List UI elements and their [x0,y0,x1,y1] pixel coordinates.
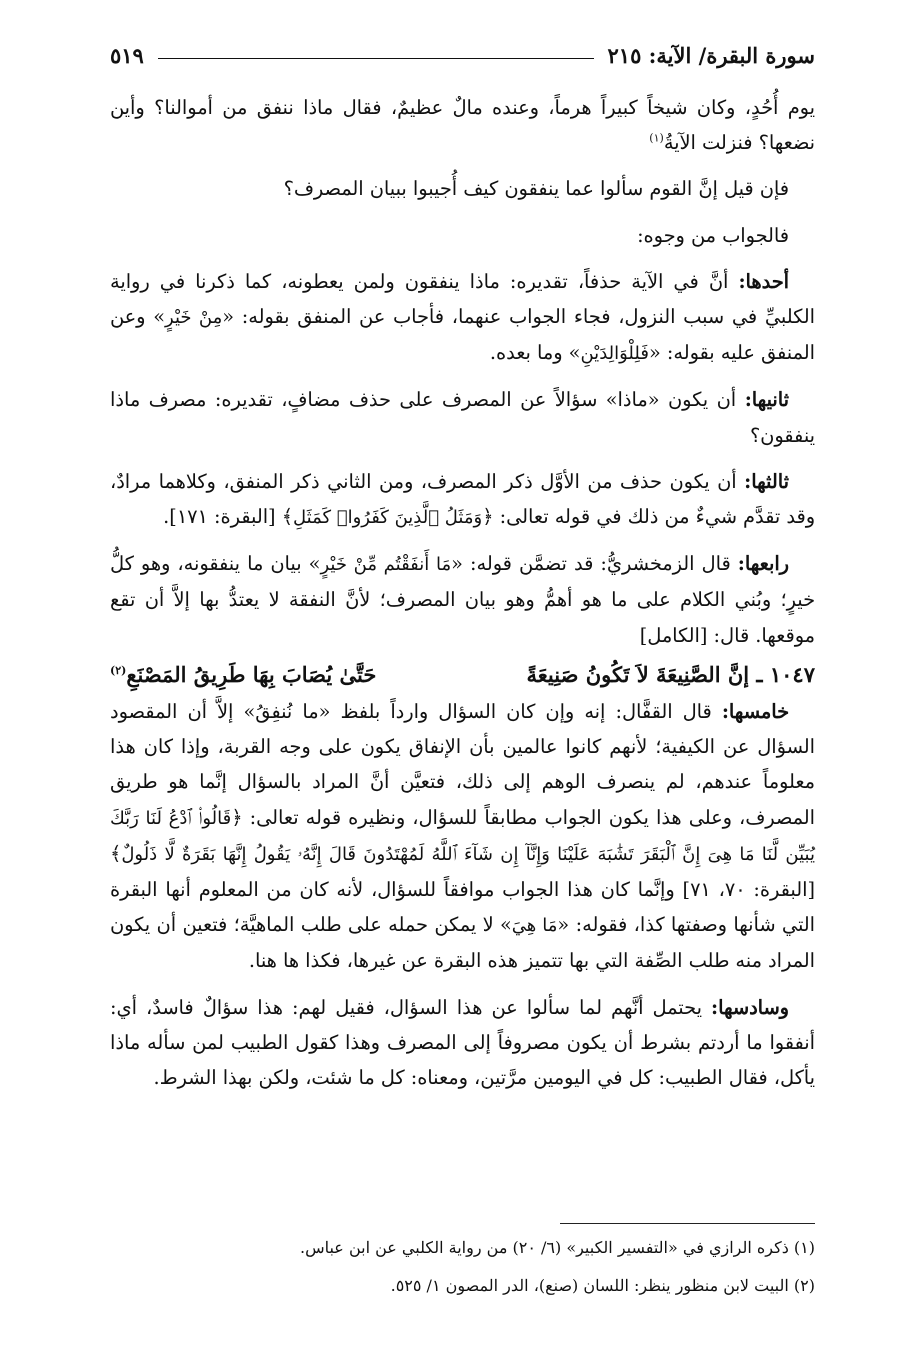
paragraph-text: أن يكون «ماذا» سؤالاً عن المصرف على حذف مضافٍ، تقديره: مصرف ماذا ينفقون؟ [110,388,815,447]
first-lead: أحدها: [738,269,789,293]
quran-quote: مِنْ خَيْرٍ [165,307,223,329]
poetry-verse [110,657,815,692]
second-lead: ثانيها: [744,388,789,412]
verse-number: ١٠٤٧ ـ [756,661,815,687]
page [110,36,815,1095]
verse-second-hemistich [110,657,376,692]
paragraph-text: يحتمل أنَّهم لما سألوا عن هذا السؤال، فقيل لهم: هذا سؤالٌ فاسدٌ، أي: أنفقوا ما أردتم بشرط أن يكون مصروفاً إلى المصرف وهذا كقول الطبيب لمن سأله ماذا يأكل، فقال الطبيب: كل في اليومين مرَّتين، ومعناه: كل ما شئت، ولكن بهذا الشرط. [110,995,815,1090]
footnote-ref-1: (١) [649,131,664,145]
paragraph-sixth [110,990,815,1096]
paragraph-answer-intro: فالجواب من وجوه: [637,223,789,247]
paragraph-text: أن يكون حذف من الأوَّل ذكر المصرف، ومن الثاني ذكر المنفق، وكلاهما مرادٌ، وقد تقدَّم شيءٌ من ذلك في قوله تعالى: ﴿ [110,469,815,529]
paragraph-fifth [110,694,815,979]
quran-quote: فَلِلْوَالِدَيْنِ [580,343,649,365]
header-rule [158,58,594,59]
paragraph-text: قال الزمخشريُّ: قد تضمَّن قوله: « [451,552,738,576]
fourth-lead: رابعها: [737,552,789,576]
paragraph-text: يوم أُحُدٍ، وكان شيخاً كبيراً هرماً، وعنده مالٌ عظيمٌ، فقال ماذا ننفق من أموالنا؟ وأين نضعها؟ فنزلت الآيةُ [110,96,815,155]
main-text [110,90,815,1095]
paragraph-second [110,382,815,452]
sixth-lead: وسادسها: [711,995,789,1019]
paragraph-1 [110,90,815,160]
hemistich-text: حَتَّىٰ يُصَابَ بِهَا طَرِيقُ المَصْنَعِ [126,661,377,687]
paragraph-text: ﴾ [البقرة: ١٧١]. [163,505,294,529]
footnote-2: (٢) البيت لابن منظور ينظر: اللسان (صنع)، الدر المصون ١/ ٥٢٥. [390,1276,815,1295]
quoted-phrase: ما نُنفِقُ [255,700,319,724]
quran-quote: قَالُوا۟ ٱدْعُ لَنَا رَبَّكَ يُبَيِّن لَّنَا مَا هِىَ إِنَّ ٱلْبَقَرَ تَشَٰبَهَ عَلَيْنَا وَإِنَّآ إِن شَآءَ ٱللَّهُ لَمُهْتَدُونَ قَالَ إِنَّهُۥ يَقُولُ إِنَّهَا بَقَرَةٌ لَّا ذَلُولٌ [110,807,815,865]
paragraph-text: ﴾ [البقرة: ٧٠، ٧١] وإنَّما كان هذا الجواب موافقاً للسؤال، لأنه كان من المعلوم أنها البقرة التي شأنها وصفتها كذا، فقوله: « [110,841,816,937]
page-number: ٥١٩ [110,43,144,68]
footnote-separator [560,1223,815,1224]
footnotes [110,1236,815,1312]
verse-first-hemistich [527,657,816,692]
quran-quote: وَمَثَلُ ٱلَّذِينَ كَفَرُوا۟ كَمَثَلِ [293,507,483,529]
paragraph-third [110,464,815,535]
footnote-ref-2: (٢) [110,663,127,677]
paragraph-question: فإن قيل إنَّ القوم سألوا عما ينفقون كيف أُجيبوا ببيان المصرف؟ [283,177,789,201]
running-header [110,36,815,68]
paragraph-fourth [110,546,815,653]
quran-quote: مَا أَنفَقْتُم مِّنْ خَيْرٍ [320,554,452,576]
paragraph-text: » وعن المنفق عليه بقوله: « [110,305,815,365]
hemistich-text: إنَّ الصَّنِيعَةَ لاَ تَكُونُ صَنِيعَةً [526,661,750,687]
quran-quote: مَا هِيَ [511,915,558,937]
paragraph-text: » بيان ما ينفقونه، وهو كلُّ خيرٍ؛ وبُني الكلام على ما هو أهمُّ وهو بيان المصرف؛ لأنَّ النفقة لا يعتدُّ بها إلاَّ أن تقع موقعها. قال: [الكامل] [110,552,815,647]
paragraph-text: » إلاَّ أن المقصود السؤال عن الكيفية؛ لأنهم كانوا عالمين بأن الإنفاق يكون على وجه القربة، وإذا كان هذا معلوماً عندهم، لم ينصرف الوهم إلى ذلك، فتعيَّن أنَّ المراد بالسؤال إنَّما هو طريق المصرف، وعلى هذا يكون الجواب مطابقاً للسؤال، ونظيره قوله تعالى: ﴿ [110,700,816,829]
third-lead: ثالثها: [744,469,789,493]
header-title: سورة البقرة/ الآية: ٢١٥ [607,43,815,68]
paragraph-text: » وما بعده. [489,341,581,365]
fifth-lead: خامسها: [721,700,790,724]
paragraph-text: أنَّ في الآية حذفاً، تقديره: ماذا ينفقون ولمن يعطونه، كما ذكرنا في رواية الكلبيِّ في سبب النزول، فجاء الجواب عنهما، فأجاب عن المنفق بقوله: « [110,269,816,329]
paragraph-text: » لا يمكن حمله على طلب الماهيَّة؛ فتعين أن يكون المراد منه طلب الصِّفة التي بها تتميز هذه البقرة عن غيرها، فكذا ها هنا. [110,913,815,973]
paragraph-first [110,264,815,372]
footnote-1: (١) ذكره الرازي في «التفسير الكبير» (٦/ ٢٠) من رواية الكلبي عن ابن عباس. [299,1238,815,1257]
paragraph-text: قال القفَّال: إنه وإن كان السؤال وارداً بلفظ « [318,700,722,724]
